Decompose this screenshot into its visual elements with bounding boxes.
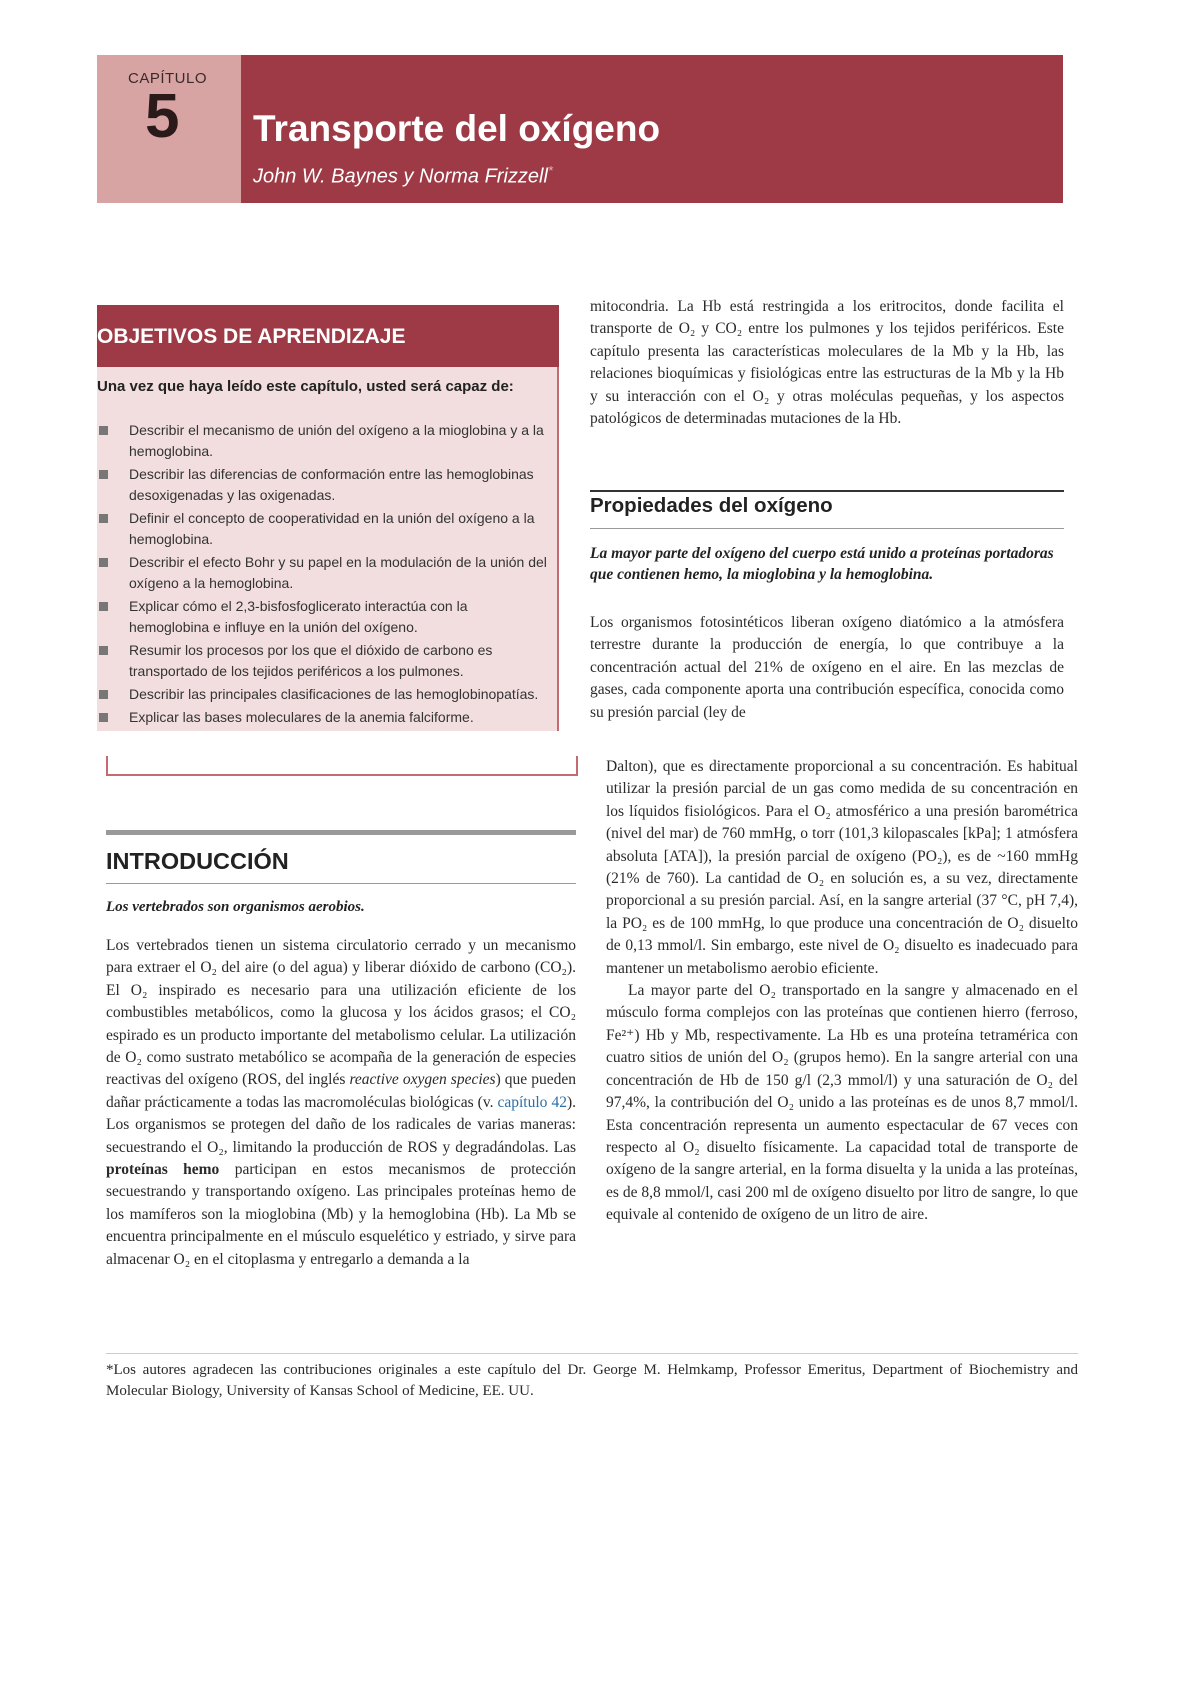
text-italic: reactive oxygen species [349, 1071, 496, 1089]
footnote: *Los autores agradecen las contribuciones originales a este capítulo del Dr. George M. Helmkamp, Professor Emeritus, Department of Biochemistry and Molecular Biology, University of Kansas School of Medicine, EE. UU. [106, 1362, 1078, 1399]
objective-item: Definir el concepto de cooperatividad en la unión del oxígeno a la hemoglobina. [97, 508, 549, 550]
text-run: Los vertebrados tienen un sistema circulatorio cerrado y un mecanismo para extraer el O₂ del aire (o del agua) y liberar dióxido de carbono (CO₂). El O₂ inspirado es necesario para una utilización eficiente de los combustibles metabólicos, como la glucosa y los ácidos grasos; el CO₂ espirado es un producto importante del metabolismo celular. La utilización de O₂ como sustrato metabólico se acompaña de la generación de especies reactivas del oxígeno (ROS, del inglés [106, 937, 576, 1089]
paragraph-organismos: Los organismos fotosintéticos liberan oxígeno diatómico a la atmósfera terrestre durante la producción de energía, lo que contribuye a la concentración actual del 21% de oxígeno en el aire. En las mezclas de gases, cada componente aporta una contribución específica, conocida como su presión parcial (ley de [590, 614, 1064, 721]
section-heading: Propiedades del oxígeno [590, 494, 833, 517]
objective-item: Resumir los procesos por los que el dióxido de carbono es transportado de los tejidos periféricos a los pulmones. [97, 640, 549, 682]
objective-item: Describir el efecto Bohr y su papel en la modulación de la unión del oxígeno a la hemoglobina. [97, 552, 549, 594]
chapter-link[interactable]: capítulo 42 [497, 1093, 567, 1111]
chapter-title: Transporte del oxígeno [253, 108, 661, 149]
text-run: ). Los organismos se protegen del daño de los radicales de varias maneras: secuestrando el O₂, limitando la producción de ROS y degradándolas. Las [106, 1093, 576, 1156]
section-rule [590, 490, 1064, 492]
text-run: ) que pueden dañar prácticamente a todas las macromoléculas biológicas (v. [106, 1071, 576, 1111]
objective-item: Describir el mecanismo de unión del oxígeno a la mioglobina y a la hemoglobina. [97, 420, 549, 462]
intro-lead: Los vertebrados son organismos aerobios. [106, 899, 365, 915]
objective-item: Describir las diferencias de conformación entre las hemoglobinas desoxigenadas y las oxigenadas. [97, 464, 549, 506]
intro-rule [106, 830, 576, 835]
right-column-lower [606, 756, 1078, 1227]
objective-item: Describir las principales clasificaciones de las hemoglobinopatías. [97, 684, 549, 705]
intro-heading: INTRODUCCIÓN [106, 848, 289, 874]
objectives-title: OBJETIVOS DE APRENDIZAJE [97, 325, 406, 348]
objectives-list [97, 420, 549, 730]
paragraph-dalton: Dalton), que es directamente proporcional a su concentración. Es habitual utilizar la presión parcial de un gas como medida de su concentración en los líquidos fisiológicos. Para el O₂ atmosférico a una presión barométrica (nivel del mar) de 760 mmHg, o torr (101,3 kilopascales [kPa]; 1 atmósfera absoluta [ATA]), la presión parcial de oxígeno (PO₂), es de ~160 mmHg (21% de 760). La cantidad de O₂ en solución es, a su vez, directamente proporcional a su presión parcial. Así, en la sangre arterial (37 °C, pH 7,4), la PO₂ es de 100 mmHg, lo que produce una concentración de O₂ disuelto de 0,13 mmol/l. Sin embargo, este nivel de O₂ disuelto es inadecuado para mantener un metabolismo aerobio eficiente. [606, 758, 1078, 977]
chapter-label: CAPÍTULO [128, 70, 208, 87]
text-bold: proteínas hemo [106, 1161, 220, 1179]
paragraph-mitocondria: mitocondria. La Hb está restringida a los eritrocitos, donde facilita el transporte de O₂ y CO₂ entre los pulmones y los tejidos periféricos. Este capítulo presenta las características moleculares de la Mb y la Hb, las relaciones bioquímicas y fisiológicas entre las estructuras de la Mb y la Hb y su interacción con el O₂ y otras moléculas pequeñas, y los aspectos patológicos de determinadas mutaciones de la Hb. [590, 298, 1064, 428]
objectives-box-bottom-frame [106, 756, 578, 776]
footnote-rule [106, 1353, 1078, 1354]
intro-rule-bottom [106, 883, 576, 884]
chapter-authors [253, 163, 553, 189]
section-rule-bottom [590, 528, 1064, 529]
text-run: participan en estos mecanismos de protección secuestrando y transportando oxígeno. Las principales proteínas hemo de los mamíferos son la mioglobina (Mb) y la hemoglobina (Hb). La Mb se encuentra principalmente en el músculo esquelético y estriado, y sirve para almacenar O₂ en el citoplasma y entregarlo a demanda a la [106, 1161, 576, 1268]
objectives-intro: Una vez que haya leído este capítulo, usted será capaz de: [97, 378, 514, 395]
objective-item: Explicar cómo el 2,3-bisfosfoglicerato interactúa con la hemoglobina e influye en la unión del oxígeno. [97, 596, 549, 638]
paragraph-hb-transport: La mayor parte del O₂ transportado en la sangre y almacenado en el músculo forma complejos con las proteínas que contienen hierro (ferroso, Fe²⁺) Hb y Mb, respectivamente. La Hb es una proteína tetramérica con cuatro sitios de unión del O₂ (grupos hemo). En la sangre arterial con una concentración de Hb de 150 g/l (2,3 mmol/l) y una saturación de O₂ del 97,4%, la contribución del O₂ unido a las proteínas es de unos 8,7 mmol/l. Esta concentración representa un aumento espectacular de 67 veces con respecto al O₂ disuelto físicamente. La capacidad total de transporte de oxígeno de la sangre arterial, en la forma disuelta y la unida a las proteínas, es de 8,8 mmol/l, casi 200 ml de oxígeno disuelto por litro de sangre, lo que equivale al contenido de oxígeno de un litro de aire. [606, 982, 1078, 1224]
authors-footnote-mark: * [547, 163, 553, 178]
authors-text: John W. Baynes y Norma Frizzell [253, 165, 548, 188]
section-lead: La mayor parte del oxígeno del cuerpo está unido a proteínas portadoras que contienen hemo, la mioglobina y la hemoglobina. [590, 545, 1054, 583]
objective-item: Explicar las bases moleculares de la anemia falciforme. [97, 707, 549, 728]
chapter-number: 5 [145, 82, 180, 151]
paragraph-vertebrados [106, 935, 576, 1271]
